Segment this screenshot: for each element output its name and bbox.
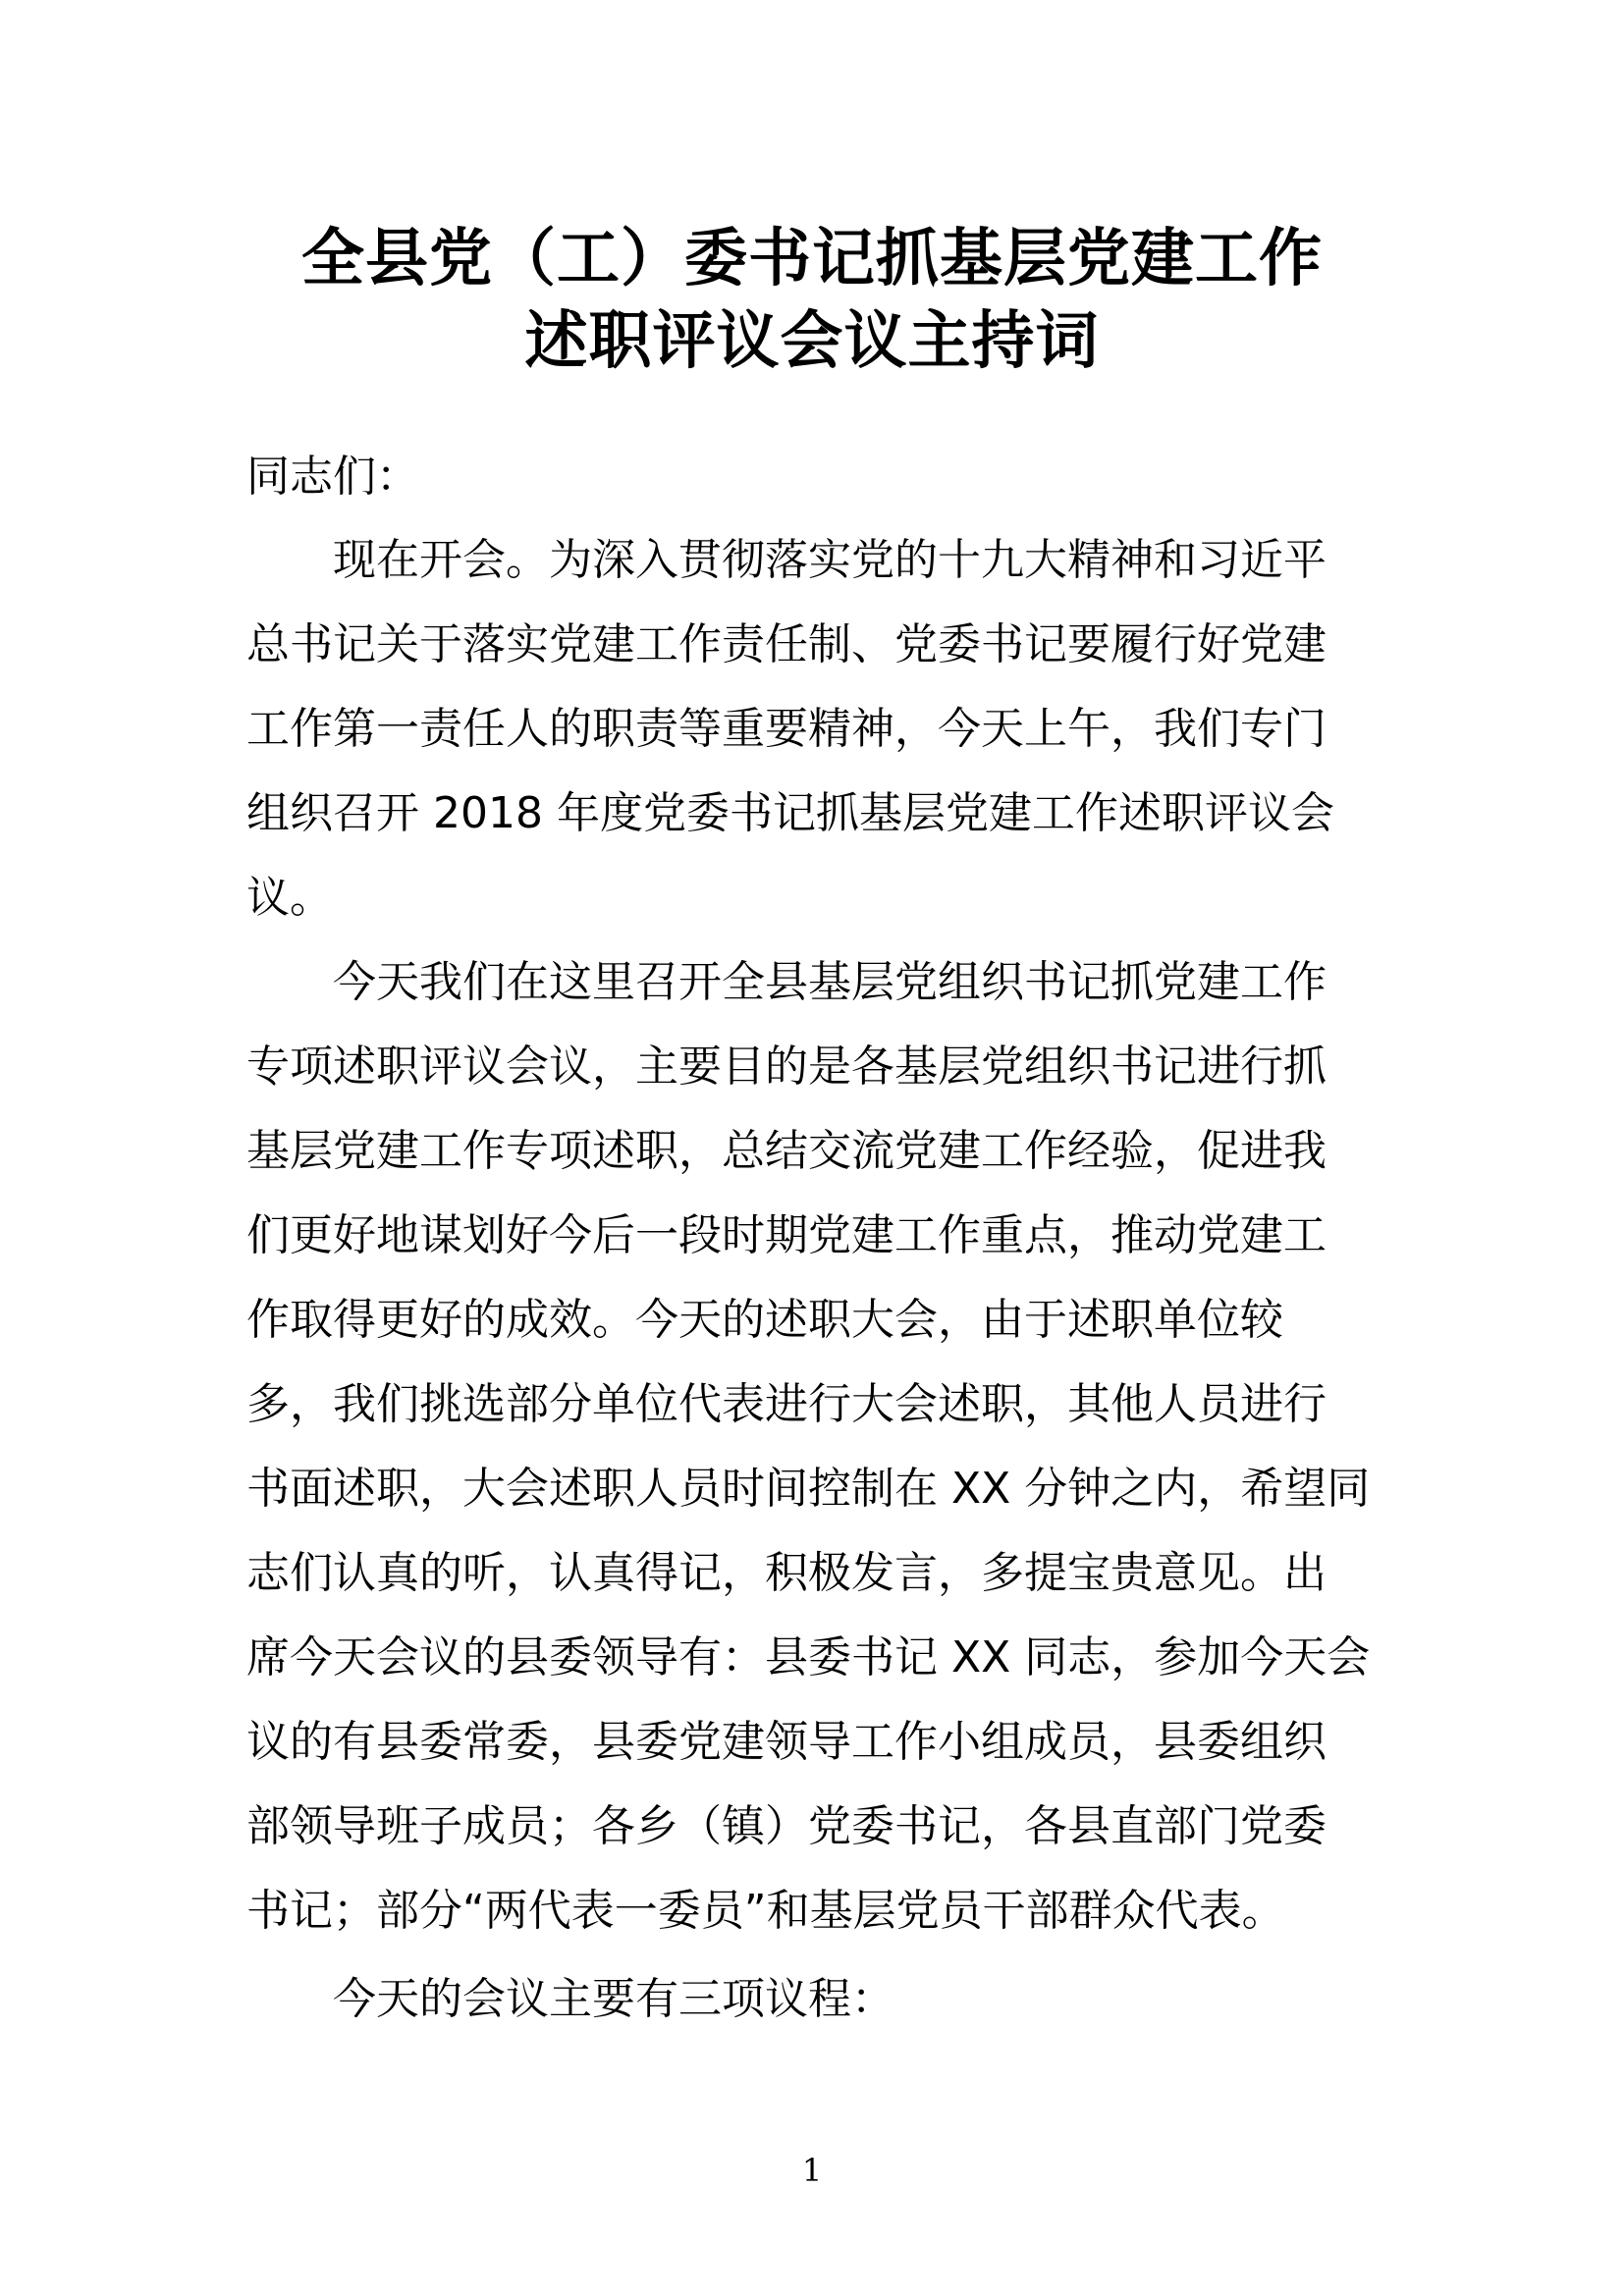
paragraph-line: 工作第一责任人的职责等重要精神，今天上午，我们专门 [246,704,1326,754]
salutation: 同志们： [246,452,419,502]
paragraph-line: 现在开会。为深入贯彻落实党的十九大精神和习近平 [333,535,1326,585]
paragraph-line: 部领导班子成员；各乡（镇）党委书记，各县直部门党委 [246,1801,1326,1851]
paragraph-line: 总书记关于落实党建工作责任制、党委书记要履行好党建 [246,619,1326,669]
title-line-1: 全县党（工）委书记抓基层党建工作 [301,223,1323,295]
paragraph-line: 议的有县委常委，县委党建领导工作小组成员，县委组织 [246,1717,1326,1767]
paragraph-line: 志们认真的听，认真得记，积极发言，多提宝贵意见。出 [246,1548,1326,1598]
paragraph-line: 书记；部分“两代表一委员”和基层党员干部群众代表。 [246,1886,1285,1936]
paragraph-line: 议。 [246,873,333,923]
page-number: 1 [801,2152,823,2189]
paragraph-line: 书面述职，大会述职人员时间控制在 XX 分钟之内，希望同 [246,1464,1371,1514]
paragraph-line: 们更好地谋划好今后一段时期党建工作重点，推动党建工 [246,1210,1326,1260]
paragraph-line: 多，我们挑选部分单位代表进行大会述职，其他人员进行 [246,1379,1326,1429]
paragraph-line: 专项述职评议会议，主要目的是各基层党组织书记进行抓 [246,1041,1326,1092]
paragraph-line: 席今天会议的县委领导有：县委书记 XX 同志，参加今天会 [246,1632,1371,1682]
title-line-2: 述职评议会议主持词 [524,305,1100,378]
paragraph-line: 组织召开 2018 年度党委书记抓基层党建工作述职评议会 [246,788,1334,838]
paragraph-3: 今天的会议主要有三项议程： [333,1974,894,2024]
paragraph-line: 作取得更好的成效。今天的述职大会，由于述职单位较 [246,1295,1283,1345]
paragraph-line: 今天我们在这里召开全县基层党组织书记抓党建工作 [333,957,1326,1007]
paragraph-line: 基层党建工作专项述职，总结交流党建工作经验，促进我 [246,1126,1326,1176]
